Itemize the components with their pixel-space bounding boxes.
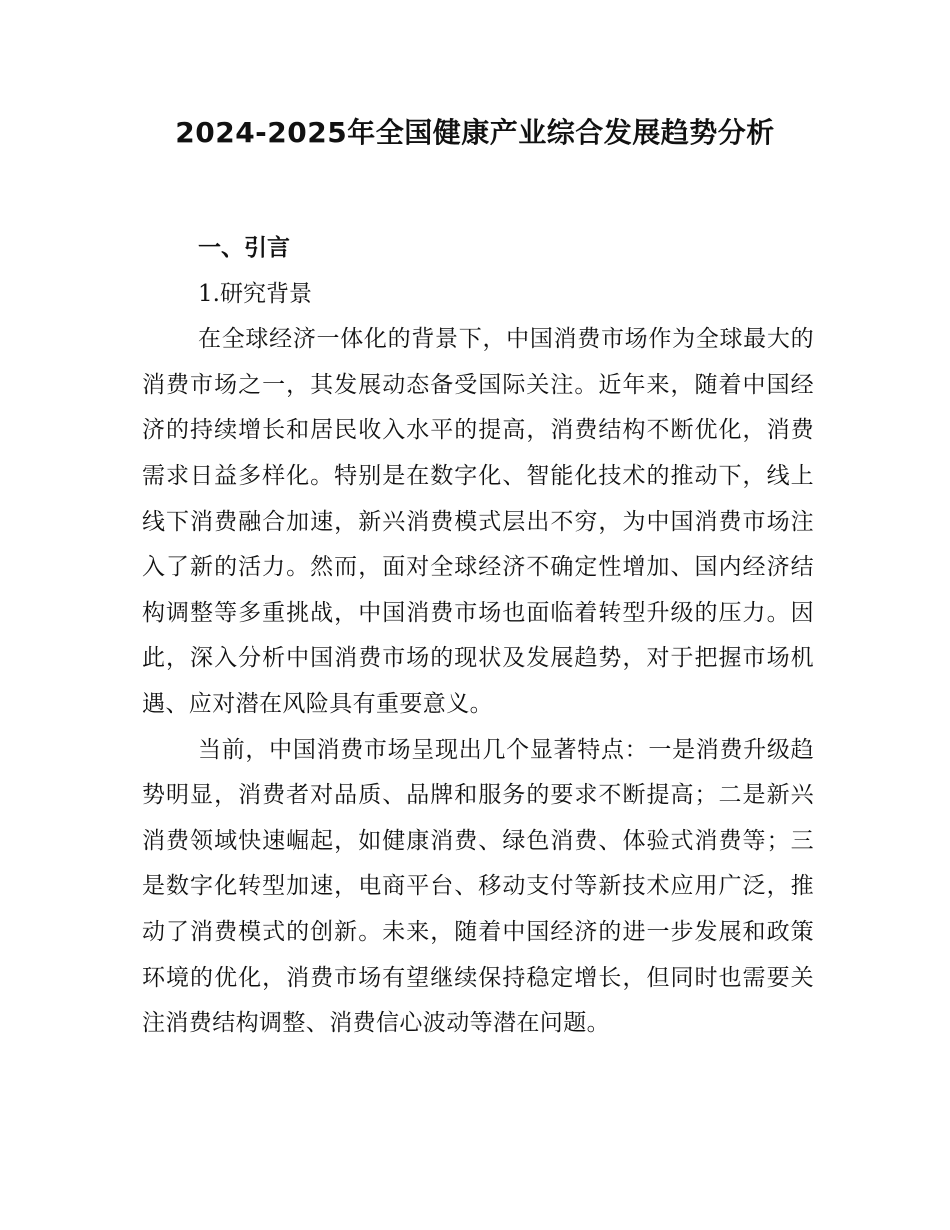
document-title: 2024-2025年全国健康产业综合发展趋势分析 xyxy=(175,116,775,149)
section-heading: 一、引言 xyxy=(198,235,290,261)
body-paragraph-1: 在全球经济一体化的背景下，中国消费市场作为全球最大的消费市场之一，其发展动态备受国际关注。近年来，随着中国经济的持续增长和居民收入水平的提高，消费结构不断优化，消费需求日益多样化。特别是在数字化、智能化技术的推动下，线上线下消费融合加速，新兴消费模式层出不穷，为中国消费市场注入了新的活力。然而，面对全球经济不确定性增加、国内经济结构调整等多重挑战，中国消费市场也面临着转型升级的压力。因此，深入分析中国消费市场的现状及发展趋势，对于把握市场机遇、应对潜在风险具有重要意义。 xyxy=(142,326,814,717)
body-paragraph-2: 当前，中国消费市场呈现出几个显著特点：一是消费升级趋势明显，消费者对品质、品牌和服务的要求不断提高；二是新兴消费领域快速崛起，如健康消费、绿色消费、体验式消费等；三是数字化转型加速，电商平台、移动支付等新技术应用广泛，推动了消费模式的创新。未来，随着中国经济的进一步发展和政策环境的优化，消费市场有望继续保持稳定增长，但同时也需要关注消费结构调整、消费信心波动等潜在问题。 xyxy=(142,736,814,1037)
document-body xyxy=(142,226,814,1047)
subsection-heading: 1.研究背景 xyxy=(198,280,312,307)
